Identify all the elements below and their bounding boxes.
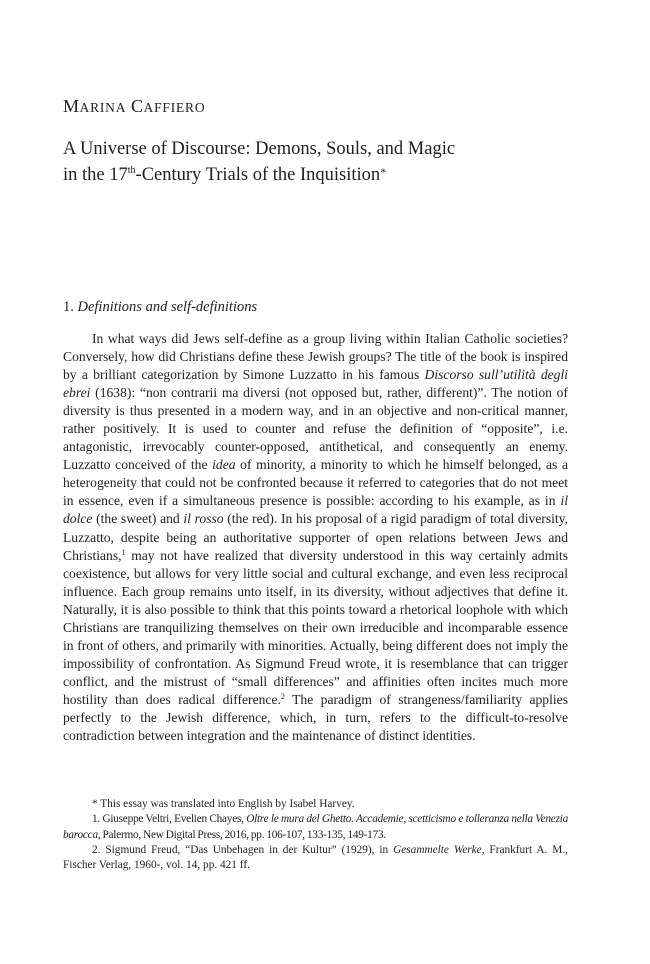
section-title: Definitions and self-definitions: [77, 299, 258, 315]
title-line-2-post: -Century Trials of the Inquisition: [135, 165, 381, 185]
author-initial-first: M: [63, 96, 80, 116]
body-text-5: (the red). In his proposal of a rigid paradigm of total diversity, Luzzatto, despite being an authoritative supporter of open relations between Jews and Christians,: [63, 511, 568, 563]
author-last-name: AFFIERO: [143, 100, 206, 115]
body-italic-il-dolce: il dolce: [63, 493, 568, 527]
body-text-7: The paradigm of strangeness/familiarity applies perfectly to the Jewish difference, which, in turn, refers to the difficult-to-resolve contradiction between integration and the maintenance of distinct identities.: [63, 691, 568, 744]
footnote-1-publication: , Palermo, New Digital Press, 2016, pp. 106-107, 133-135, 149-173.: [97, 828, 386, 841]
footnote-1: [63, 812, 568, 843]
footnotes: [63, 797, 568, 873]
footnote-ref-1[interactable]: 1: [121, 547, 126, 557]
author-name: [63, 96, 205, 117]
section-number: 1.: [63, 299, 74, 315]
footnote-2: [63, 843, 568, 874]
title-line-1: A Universe of Discourse: Demons, Souls, and Magic: [63, 139, 456, 159]
body-paragraph: [63, 330, 568, 745]
body-text-2: (1638): “non contrarii ma diversi (not opposed but, rather, different)”. The notion of diversity is thus presented in a modern way, and in an objective and non-critical manner, rather positively. It is used to counter and refuse the definition of “opposite”, i.e. antagonistic, irrevocably counter-opposed, antithetical, and consequently an enemy. Luzzatto conceived of the: [63, 385, 568, 473]
body-italic-idea: idea: [212, 457, 236, 473]
article-title: [63, 138, 568, 187]
title-line-2-pre: in the 17: [63, 165, 128, 185]
title-footnote-mark: *: [380, 165, 387, 179]
footnote-2-publication: , Frankfurt A. M., Fischer Verlag, 1960-, vol. 14, pp. 421 ff.: [63, 843, 568, 872]
footnote-ref-2[interactable]: 2: [280, 691, 285, 701]
title-ordinal-suffix: th: [127, 164, 136, 176]
footnote-2-title: Gesammelte Werke: [393, 843, 482, 856]
body-text-4: (the sweet) and: [92, 511, 184, 527]
footnote-1-title: Oltre le mura del Ghetto. Accademie, scetticismo e tolleranza nella Venezia barocca: [63, 813, 569, 841]
section-heading: [63, 299, 257, 316]
footnote-2-author: 2. Sigmund Freud, “Das Unbehagen in der Kultur” (1929), in: [92, 843, 394, 856]
body-text-3: of minority, a minority to which he himself belonged, as a heterogeneity that could not be confronted because it referred to categories that do not meet in essence, even if a simultaneous presence is possible: according to his example, as in: [63, 457, 568, 509]
body-text-1: In what ways did Jews self-define as a group living within Italian Catholic societies? Conversely, how did Christians define these Jewish groups? The title of the book is inspired by a brilliant categorization by Simone Luzzatto in his famous: [63, 331, 568, 383]
author-initial-last: C: [131, 96, 144, 116]
footnote-1-authors: 1. Giuseppe Veltri, Evelien Chayes,: [92, 813, 247, 826]
author-first-name: ARINA: [79, 100, 127, 115]
body-text-6: may not have realized that diversity understood in this way certainly admits coexistence, but allows for very little social and cultural exchange, and even less reciprocal influence. Each group remains unto itself, in its diversity, without adjectives that define it. Naturally, it is also possible to think that this points toward a rhetorical loophole with which Christians are tranquilizing themselves on their own irreducible and incomparable essence in front of others, and primarily with minorities. Actually, being different does not imply the impossibility of confrontation. As Sigmund Freud wrote, it is resemblance that can trigger conflict, and the mistrust of “small differences” and affinities often incites much more hostility than does radical difference.: [63, 547, 568, 707]
body-italic-discorso: Discorso sull’utilità degli ebrei: [63, 367, 568, 401]
footnote-translation: * This essay was translated into English by Isabel Harvey.: [92, 798, 355, 810]
body-italic-il-rosso: il rosso: [183, 511, 224, 527]
